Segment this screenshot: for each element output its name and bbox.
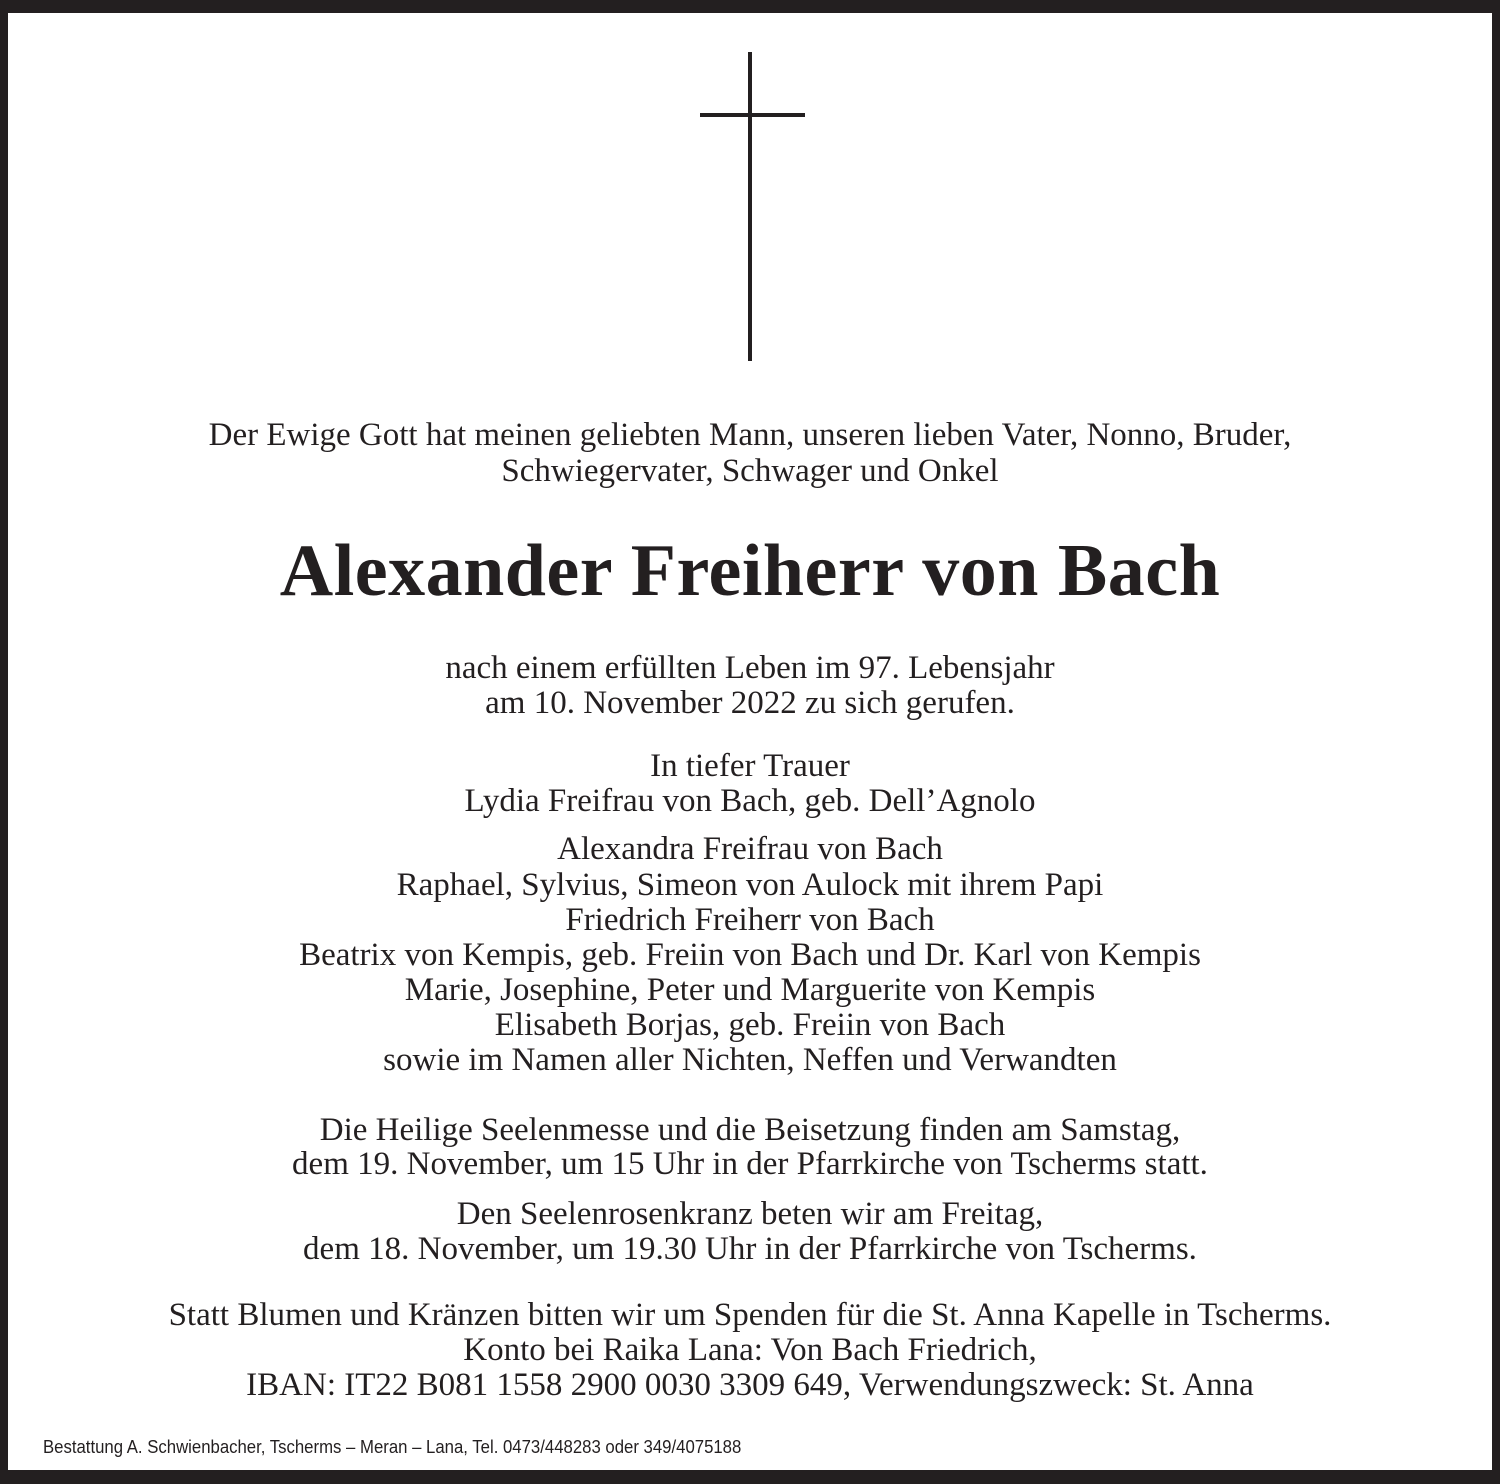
rosary-line: dem 18. November, um 19.30 Uhr in der Pfarrkirche von Tscherms. (303, 1231, 1197, 1267)
mourner-line: Raphael, Sylvius, Simeon von Aulock mit ihrem Papi (396, 867, 1104, 903)
donation-line: IBAN: IT22 B081 1558 2900 0030 3309 649, Verwendungszweck: St. Anna (246, 1367, 1254, 1403)
passing-line: am 10. November 2022 zu sich gerufen. (485, 685, 1015, 721)
passing-line: nach einem erfüllten Leben im 97. Lebensjahr (445, 650, 1055, 686)
mass-line: dem 19. November, um 15 Uhr in der Pfarrkirche von Tscherms statt. (292, 1146, 1208, 1182)
intro-line: Schwiegervater, Schwager und Onkel (501, 453, 999, 489)
mourner-line: Marie, Josephine, Peter und Marguerite von Kempis (404, 972, 1096, 1008)
cross-horizontal-bar (700, 113, 805, 117)
deceased-name: Alexander Freiherr von Bach (279, 530, 1221, 612)
mourner-line: Beatrix von Kempis, geb. Freiin von Bach und Dr. Karl von Kempis (299, 937, 1201, 973)
mourner-line: sowie im Namen aller Nichten, Neffen und Verwandten (383, 1042, 1117, 1078)
intro-line: Der Ewige Gott hat meinen geliebten Mann, unseren lieben Vater, Nonno, Bruder, (208, 417, 1292, 453)
mourner-line: Elisabeth Borjas, geb. Freiin von Bach (494, 1007, 1006, 1043)
mass-line: Die Heilige Seelenmesse und die Beisetzung finden am Samstag, (319, 1112, 1181, 1148)
mourner-line: Friedrich Freiherr von Bach (565, 902, 935, 938)
rosary-line: Den Seelenrosenkranz beten wir am Freitag, (456, 1196, 1044, 1232)
funeral-home-footer: Bestattung A. Schwienbacher, Tscherms – Meran – Lana, Tel. 0473/448283 oder 349/4075188 (43, 1437, 742, 1457)
cross-vertical-bar (748, 52, 752, 361)
donation-line: Konto bei Raika Lana: Von Bach Friedrich, (463, 1332, 1037, 1368)
mourner-line: Alexandra Freifrau von Bach (557, 831, 943, 867)
spouse-line: Lydia Freifrau von Bach, geb. Dell’Agnolo (464, 783, 1036, 819)
donation-line: Statt Blumen und Kränzen bitten wir um Spenden für die St. Anna Kapelle in Tscherms. (168, 1297, 1332, 1333)
mourners-heading: In tiefer Trauer (650, 748, 850, 784)
